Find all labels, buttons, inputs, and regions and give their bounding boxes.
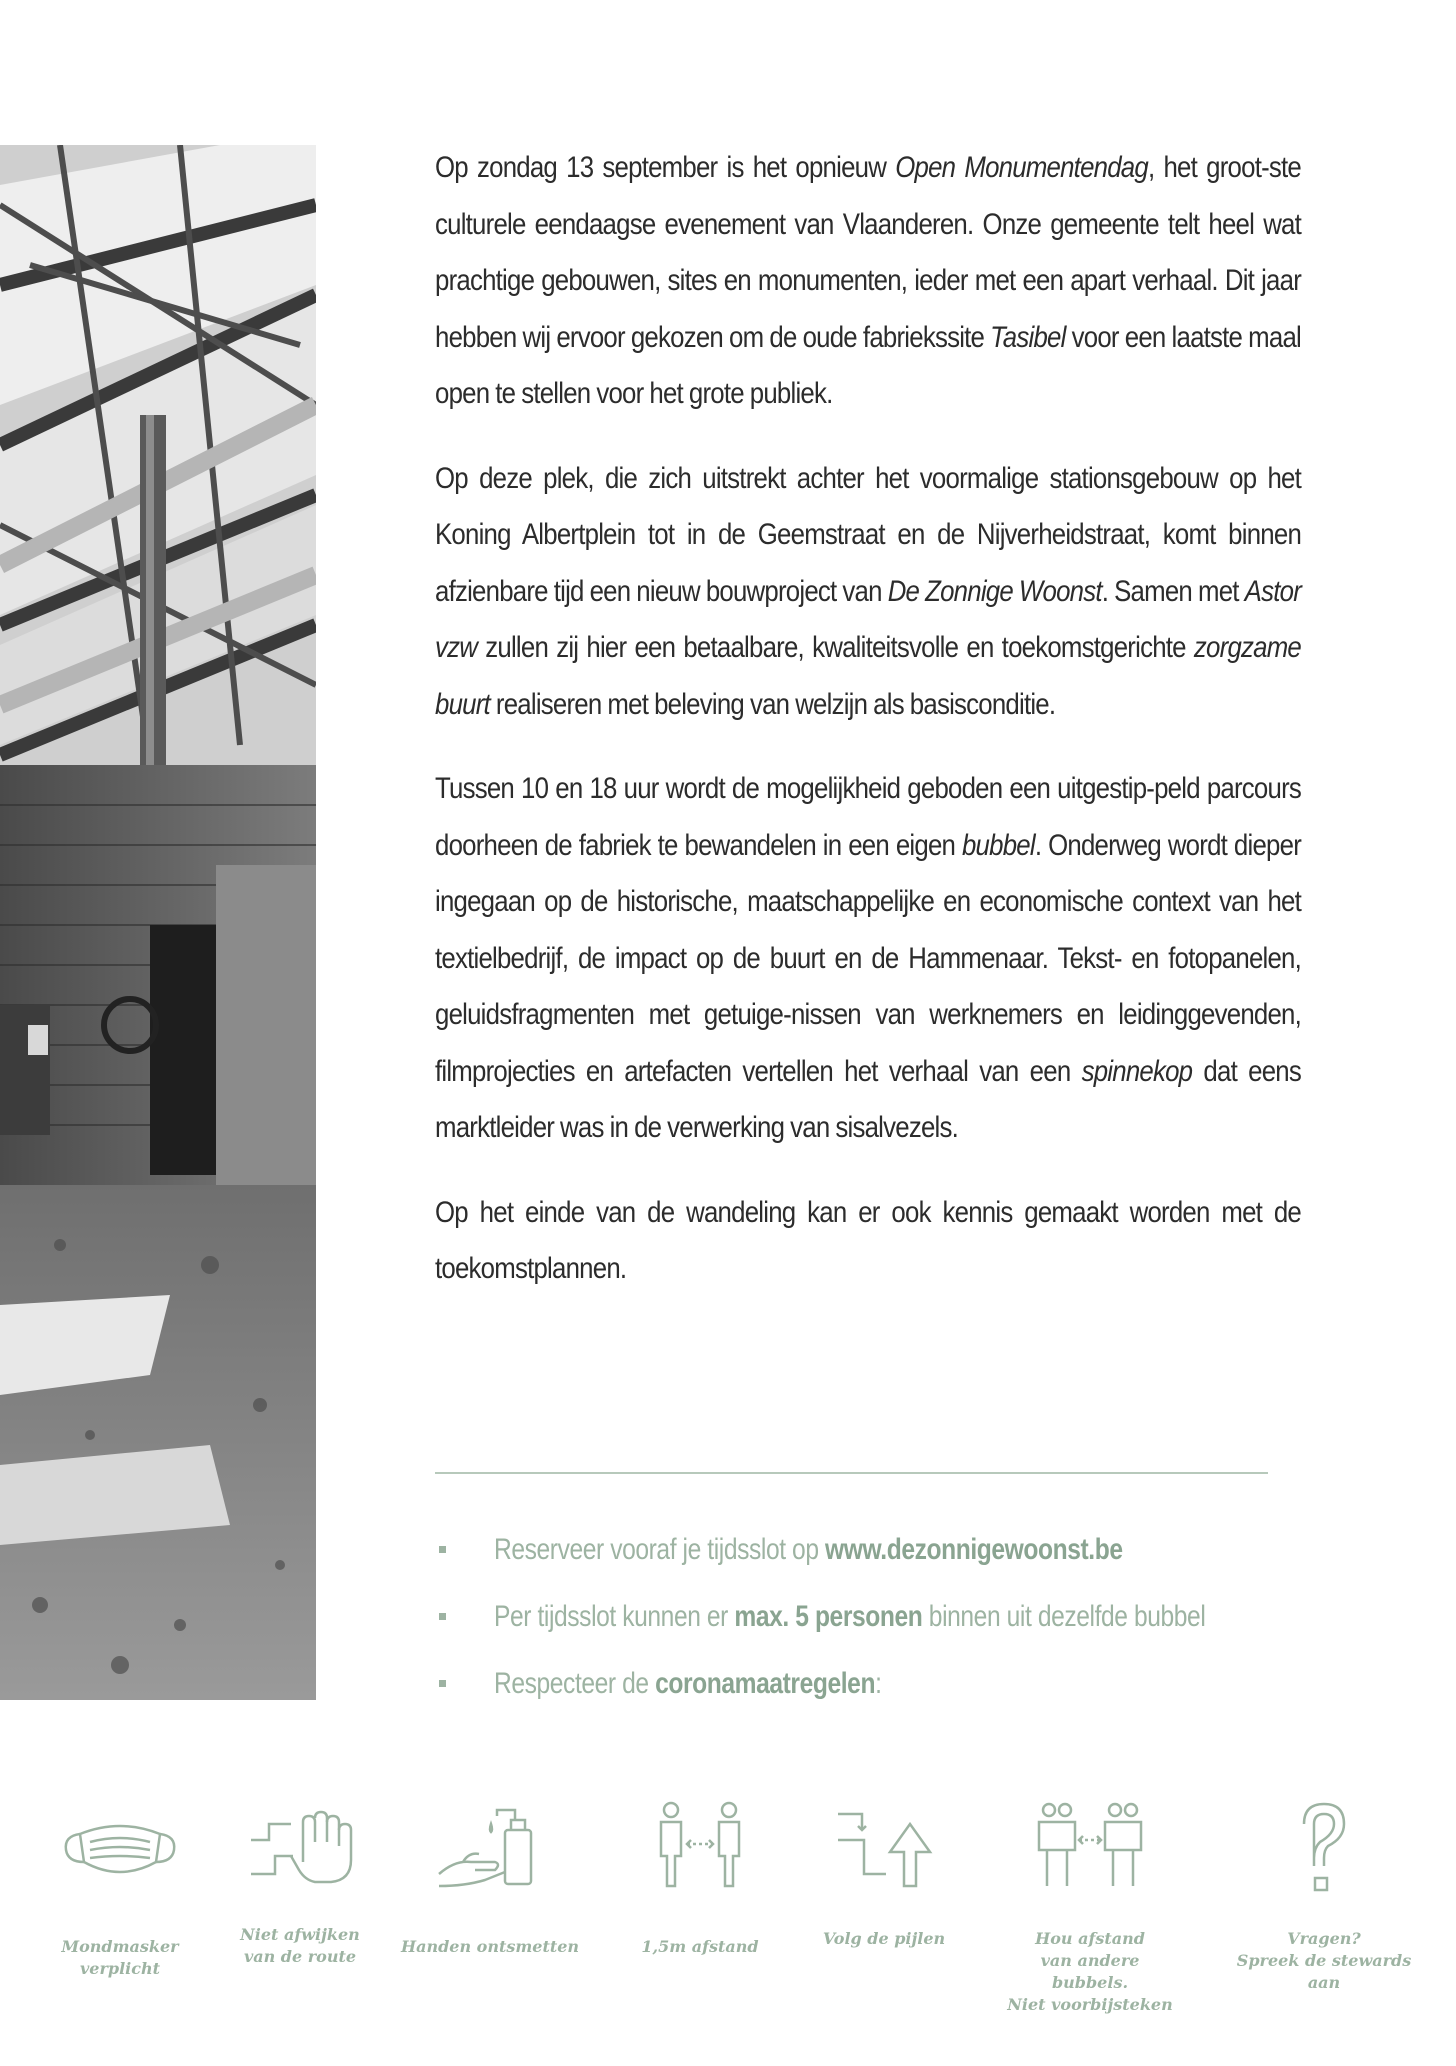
emphasis-text: Open Monumentendag xyxy=(895,151,1148,184)
follow-arrows-icon xyxy=(834,1800,934,1890)
practical-info-list xyxy=(435,1520,1335,1721)
bold-text: www.dezonnigewoonst.be xyxy=(825,1533,1123,1566)
measure-arrows xyxy=(794,1800,974,1948)
measure-label: Vragen? Spreek de stewards aan xyxy=(1236,1929,1412,1992)
info-item-max-persons xyxy=(435,1587,1335,1654)
stop-hand-route-icon xyxy=(245,1800,355,1890)
emphasis-text: zorgzame buurt xyxy=(435,631,1302,721)
hand-sanitizer-icon xyxy=(435,1800,545,1890)
article-paragraph: Op zondag 13 september is het opnieuw Open Monumentendag, het groot-ste culturele eendaagse evenement van Vlaanderen. Onze gemeente telt heel wat prachtige gebouwen, sites en monumenten, ieder met een apart verhaal. Dit jaar hebben wij ervoor gekozen om de oude fabriekssite Tasibel voor een laatste maal open te stellen voor het grote publiek. xyxy=(435,151,1302,410)
social-distance-icon xyxy=(655,1800,745,1890)
bold-text: max. 5 personen xyxy=(734,1600,923,1633)
divider xyxy=(435,1472,1268,1474)
measure-distance xyxy=(610,1800,790,1956)
corona-measures-icons xyxy=(0,1800,1456,2040)
emphasis-text: bubbel xyxy=(961,828,1035,862)
info-item-reservation xyxy=(435,1520,1335,1587)
emphasis-text: spinnekop xyxy=(1081,1054,1193,1088)
info-item-text: Respecteer de coronamaatregelen: xyxy=(494,1667,882,1700)
info-item-text: Reserveer vooraf je tijdsslot op www.dezonnigewoonst.be xyxy=(494,1533,1123,1566)
article-paragraph: Op het einde van de wandeling kan er ook kennis gemaakt worden met de toekomstplannen. xyxy=(435,1195,1302,1285)
measure-label: 1,5m afstand xyxy=(641,1937,759,1956)
factory-photo xyxy=(0,145,316,1700)
question-mark-icon xyxy=(1294,1800,1354,1900)
face-mask-icon xyxy=(60,1800,180,1890)
factory-interior-image xyxy=(0,145,316,1700)
article-paragraph: Op deze plek, die zich uitstrekt achter het voormalige stationsgebouw op het Koning Albertplein tot in de Geemstraat en de Nijverheidstraat, komt binnen afzienbare tijd een nieuw bouwproject van De Zonnige Woonst. Samen met Astor vzw zullen zij hier een betaalbare, kwaliteitsvolle en toekomstgerichte zorgzame buurt realiseren met beleving van welzijn als basisconditie. xyxy=(435,461,1302,721)
emphasis-text: Astor vzw xyxy=(435,574,1302,664)
square-bullet-icon xyxy=(439,1546,446,1553)
emphasis-text: Tasibel xyxy=(990,320,1066,354)
measure-label: Volg de pijlen xyxy=(822,1929,946,1948)
bold-text: coronamaatregelen xyxy=(655,1667,876,1700)
square-bullet-icon xyxy=(439,1613,446,1620)
measure-bubbles xyxy=(1000,1800,1180,2014)
measure-questions xyxy=(1234,1800,1414,1992)
info-item-corona-measures xyxy=(435,1654,1335,1721)
info-item-text: Per tijdsslot kunnen er max. 5 personen binnen uit dezelfde bubbel xyxy=(494,1600,1206,1633)
measure-route xyxy=(210,1800,390,1966)
measure-hands xyxy=(400,1800,580,1956)
measure-label: Hou afstand van andere bubbels. Niet voorbijsteken xyxy=(1007,1929,1173,2014)
bubble-distance-icon xyxy=(1035,1800,1145,1890)
article xyxy=(435,140,1301,1326)
measure-label: Handen ontsmetten xyxy=(400,1937,580,1956)
emphasis-text: De Zonnige Woonst xyxy=(887,574,1102,608)
measure-mask xyxy=(30,1800,210,1978)
article-paragraph: Tussen 10 en 18 uur wordt de mogelijkheid geboden een uitgestip-peld parcours doorheen de fabriek te bewandelen in een eigen bubbel. Onderweg wordt dieper ingegaan op de historische, maatschappelijke en economische context van het textielbedrijf, de impact op de buurt en de Hammenaar. Tekst- en fotopanelen, geluidsfragmenten met getuige-nissen van werknemers en leidinggevenden, filmprojecties en artefacten vertellen het verhaal van een spinnekop dat eens marktleider was in de verwerking van sisalvezels. xyxy=(435,772,1302,1144)
square-bullet-icon xyxy=(439,1680,446,1687)
measure-label: Mondmasker verplicht xyxy=(61,1937,179,1978)
measure-label: Niet afwijken van de route xyxy=(240,1925,360,1966)
